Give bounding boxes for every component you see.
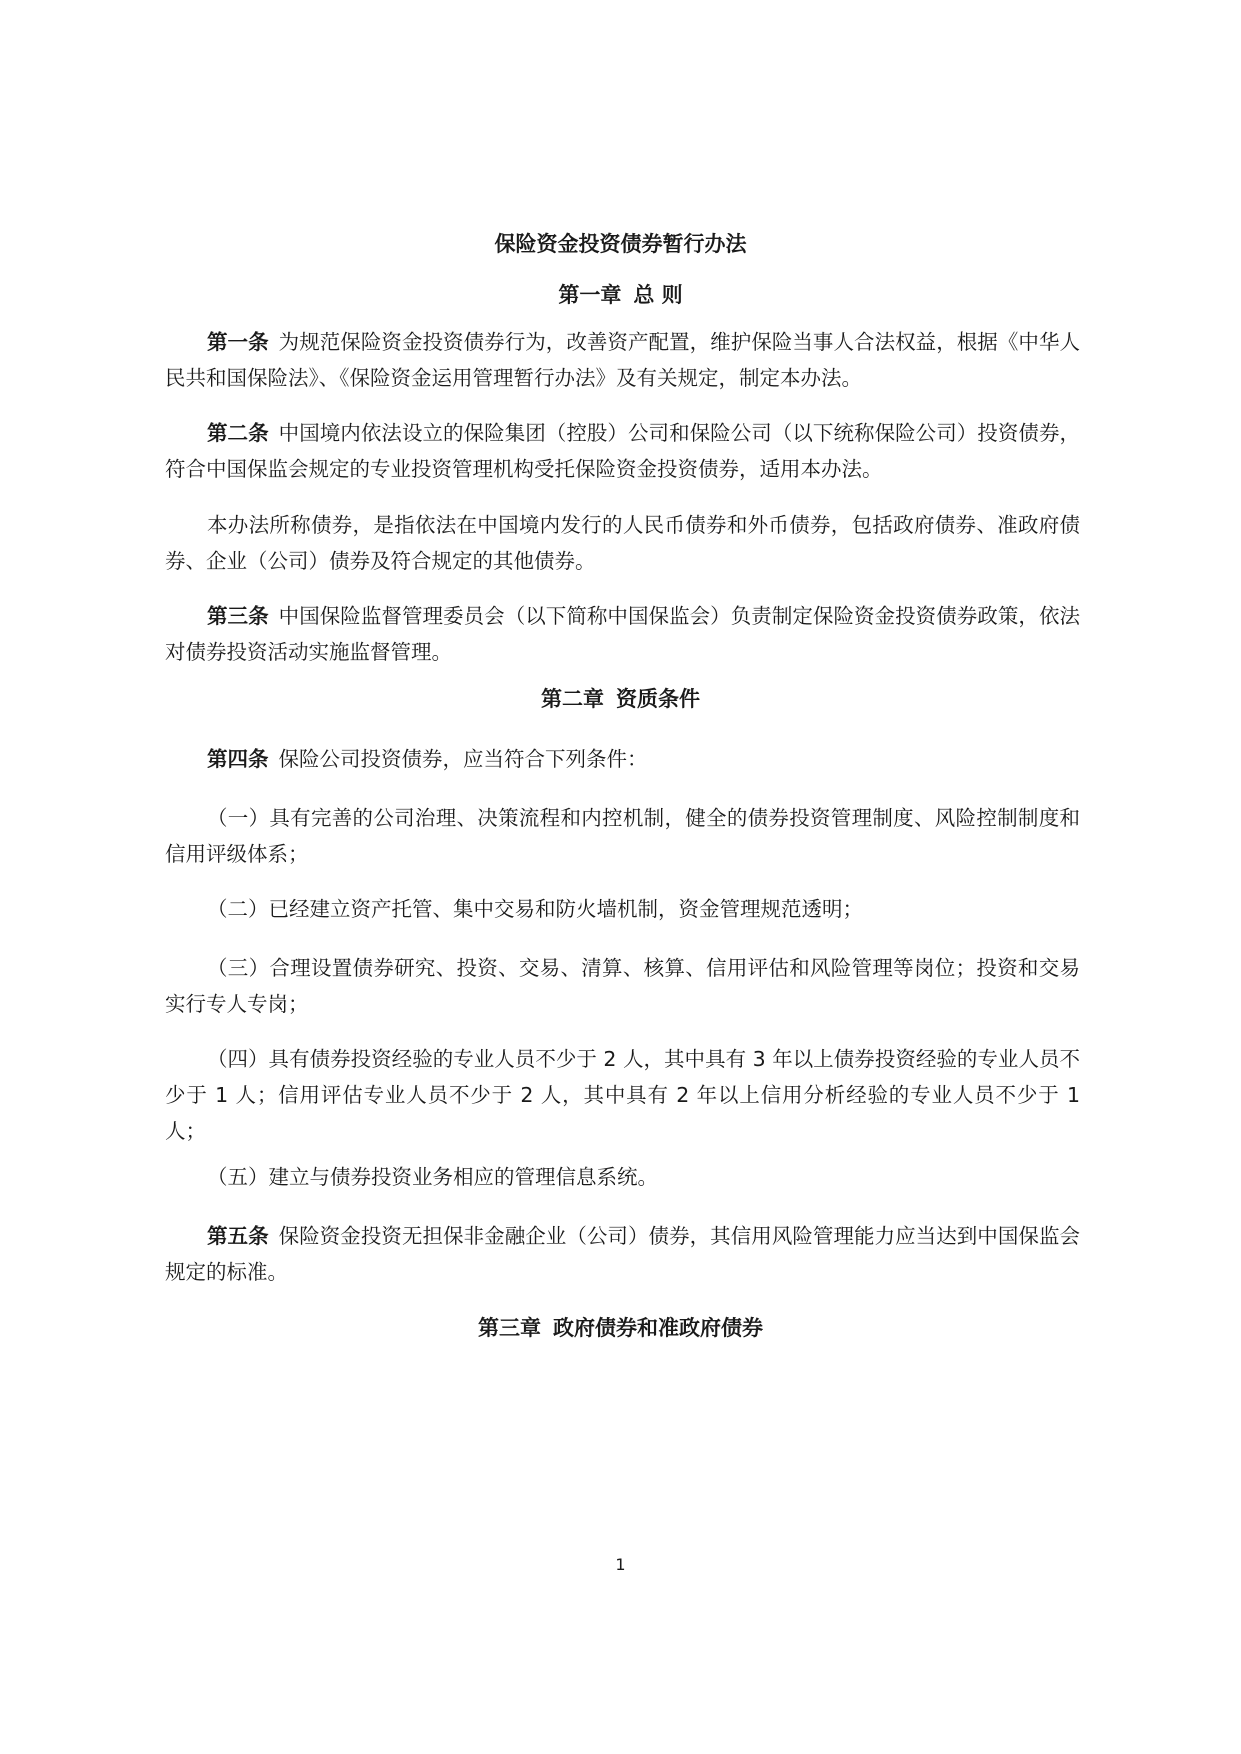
article-label: 第一条 [207,330,269,354]
article-text: 保险公司投资债券，应当符合下列条件： [278,747,648,771]
article-5 [165,1218,1080,1290]
page-number: 1 [615,1555,626,1574]
list-item: （四）具有债券投资经验的专业人员不少于 2 人，其中具有 3 年以上债券投资经验的专业人员不少于 1 人；信用评估专业人员不少于 2 人，其中具有 2 年以上信用分析经验的专业人员不少于 1 人； [165,1047,1080,1143]
list-item: （三）合理设置债券研究、投资、交易、清算、核算、信用评估和风险管理等岗位；投资和交易实行专人专岗； [165,956,1080,1016]
chapter-name: 政府债券和准政府债券 [553,1316,763,1340]
article-3 [165,598,1080,670]
article-label: 第三条 [207,604,269,628]
article-label: 第四条 [207,747,269,771]
chapter-heading-1 [0,280,1241,310]
list-item: （五）建立与债券投资业务相应的管理信息系统。 [207,1165,658,1189]
chapter-heading-3 [0,1313,1241,1343]
article-text: 中国境内依法设立的保险集团（控股）公司和保险公司（以下统称保险公司）投资债券，符合中国保监会规定的专业投资管理机构受托保险资金投资债券，适用本办法。 [165,421,1081,481]
list-item: （二）已经建立资产托管、集中交易和防火墙机制，资金管理规范透明； [207,897,863,921]
chapter-name: 资质条件 [616,687,700,711]
chapter-label: 第三章 [478,1316,541,1340]
chapter-heading-2 [0,684,1241,714]
document-title: 保险资金投资债券暂行办法 [494,232,747,256]
article-text: 中国保险监督管理委员会（以下简称中国保监会）负责制定保险资金投资债券政策，依法对债券投资活动实施监督管理。 [165,604,1081,664]
chapter-name: 总 则 [633,283,683,307]
article-2-paragraph-2: 本办法所称债券，是指依法在中国境内发行的人民币债券和外币债券，包括政府债券、准政府债券、企业（公司）债券及符合规定的其他债券。 [165,513,1080,573]
article-label: 第二条 [207,421,269,445]
list-item: （一）具有完善的公司治理、决策流程和内控机制，健全的债券投资管理制度、风险控制制度和信用评级体系； [165,806,1080,866]
article-text: 为规范保险资金投资债券行为，改善资产配置，维护保险当事人合法权益，根据《中华人民共和国保险法》、《保险资金运用管理暂行办法》及有关规定，制定本办法。 [165,330,1081,390]
article-4 [165,741,1080,777]
article-2 [165,415,1080,487]
article-text: 保险资金投资无担保非金融企业（公司）债券，其信用风险管理能力应当达到中国保监会规定的标准。 [165,1224,1081,1284]
chapter-label: 第二章 [541,687,604,711]
chapter-label: 第一章 [558,283,622,307]
article-1 [165,324,1080,396]
article-label: 第五条 [207,1224,269,1248]
